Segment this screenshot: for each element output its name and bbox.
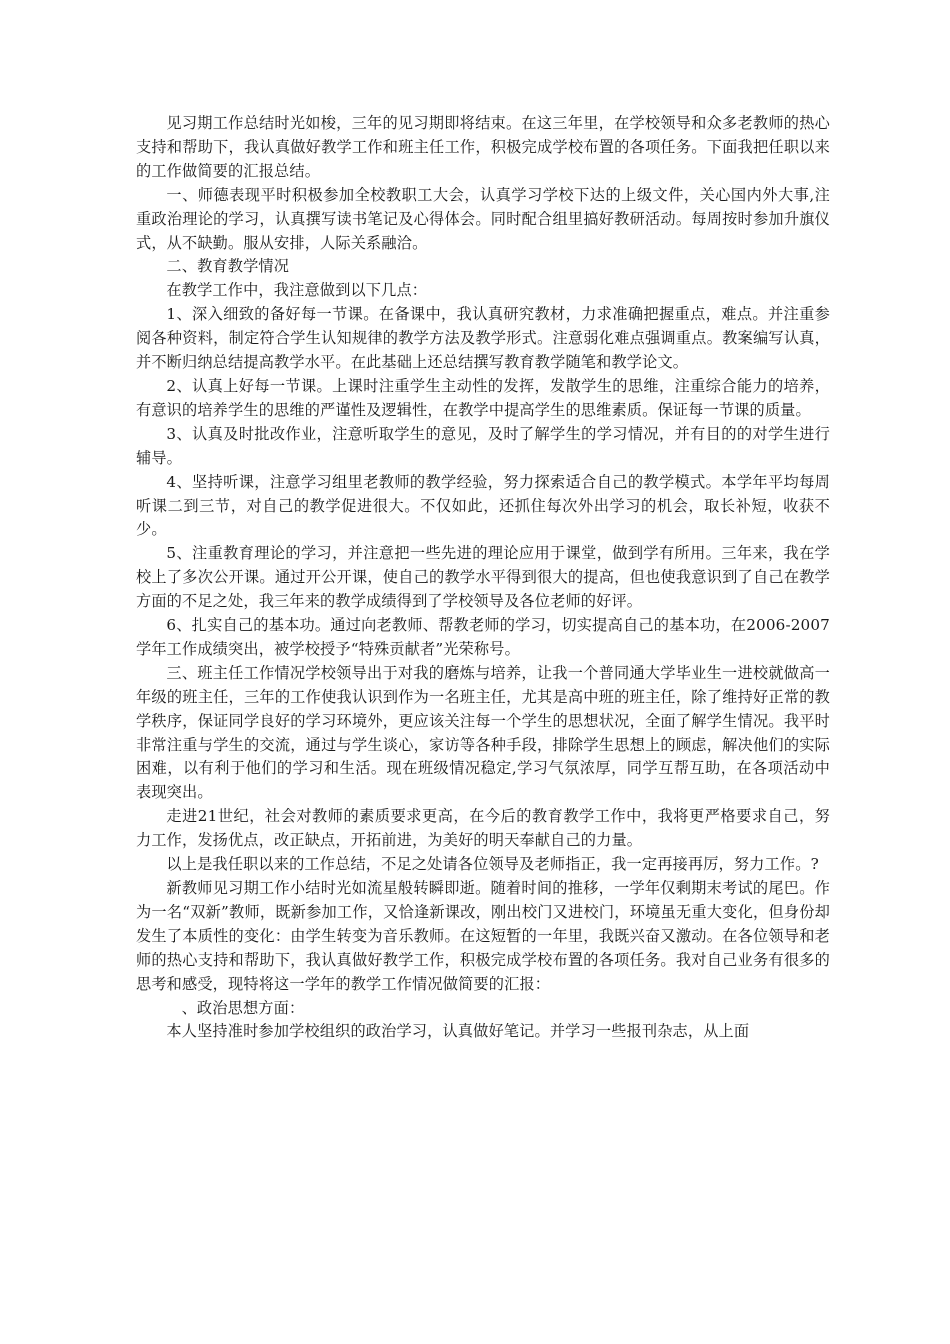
paragraph-item-3: 3、认真及时批改作业，注意听取学生的意见，及时了解学生的学习情况，并有目的的对学生进行辅导。 [136, 424, 830, 467]
paragraph-ethics: 一、师德表现平时积极参加全校教职工大会，认真学习学校下达的上级文件，关心国内外大事,注重政治理论的学习，认真撰写读书笔记及心得体会。同时配合组里搞好教研活动。每周按时参加升旗仪式，从不缺勤。服从安排，人际关系融洽。 [136, 185, 830, 252]
document-body [136, 112, 830, 1044]
paragraph-item-1: 1、深入细致的备好每一节课。在备课中，我认真研究教材，力求准确把握重点，难点。并注重参阅各种资料，制定符合学生认知规律的教学方法及教学形式。注意弱化难点强调重点。教案编写认真，并不断归纳总结提高教学水平。在此基础上还总结撰写教育教学随笔和教学论文。 [136, 305, 830, 372]
paragraph-teaching-lead: 在教学工作中，我注意做到以下几点： [166, 281, 428, 300]
paragraph-closing: 以上是我任职以来的工作总结，不足之处请各位领导及老师指正，我一定再接再厉，努力工作。? [166, 855, 819, 874]
paragraph-politics: 本人坚持准时参加学校组织的政治学习，认真做好笔记。并学习一些报刊杂志，从上面 [166, 1022, 750, 1041]
paragraph-new-teacher-summary: 新教师见习期工作小结时光如流星般转瞬即逝。随着时间的推移，一学年仅剩期末考试的尾巴。作为一名“双新”教师，既新参加工作，又恰逢新课改，刚出校门又进校门，环境虽无重大变化，但身份却发生了本质性的变化：由学生转变为音乐教师。在这短暂的一年里，我既兴奋又激动。在各位领导和老师的热心支持和帮助下，我认真做好教学工作，积极完成学校布置的各项任务。我对自己业务有很多的思考和感受，现特将这一学年的教学工作情况做简要的汇报： [136, 879, 830, 993]
section-heading-teaching: 二、教育教学情况 [166, 257, 290, 276]
paragraph-future: 走进21世纪，社会对教师的素质要求更高，在今后的教育教学工作中，我将更严格要求自己，努力工作，发扬优点，改正缺点，开拓前进，为美好的明天奉献自己的力量。 [136, 807, 830, 850]
paragraph-intro: 见习期工作总结时光如梭，三年的见习期即将结束。在这三年里，在学校领导和众多老教师的热心支持和帮助下，我认真做好教学工作和班主任工作，积极完成学校布置的各项任务。下面我把任职以来的工作做简要的汇报总结。 [136, 114, 830, 180]
paragraph-item-2: 2、认真上好每一节课。上课时注重学生主动性的发挥，发散学生的思维，注重综合能力的培养，有意识的培养学生的思维的严谨性及逻辑性，在教学中提高学生的思维素质。保证每一节课的质量。 [136, 376, 830, 419]
paragraph-class-teacher: 三、班主任工作情况学校领导出于对我的磨炼与培养，让我一个普同通大学毕业生一进校就做高一年级的班主任，三年的工作使我认识到作为一名班主任，尤其是高中班的班主任，除了维持好正常的教学秩序，保证同学良好的学习环境外，更应该关注每一个学生的思想状况，全面了解学生情况。我平时非常注重与学生的交流，通过与学生谈心，家访等各种手段，排除学生思想上的顾虑，解决他们的实际困难，以有利于他们的学习和生活。现在班级情况稳定,学习气氛浓厚，同学互帮互助，在各项活动中表现突出。 [136, 663, 830, 802]
paragraph-item-6: 6、扎实自己的基本功。通过向老教师、帮教老师的学习，切实提高自己的基本功，在2006-2007学年工作成绩突出，被学校授予“特殊贡献者”光荣称号。 [136, 616, 830, 658]
paragraph-item-4: 4、坚持听课，注意学习组里老教师的教学经验，努力探索适合自己的教学模式。本学年平均每周听课二到三节，对自己的教学促进很大。不仅如此，还抓住每次外出学习的机会，取长补短，收获不少。 [136, 472, 830, 539]
paragraph-item-5: 5、注重教育理论的学习，并注意把一些先进的理论应用于课堂，做到学有所用。三年来，我在学校上了多次公开课。通过开公开课，使自己的教学水平得到很大的提高，但也使我意识到了自己在教学方面的不足之处，我三年来的教学成绩得到了学校领导及各位老师的好评。 [136, 544, 830, 611]
section-heading-politics: 、政治思想方面： [181, 998, 305, 1017]
